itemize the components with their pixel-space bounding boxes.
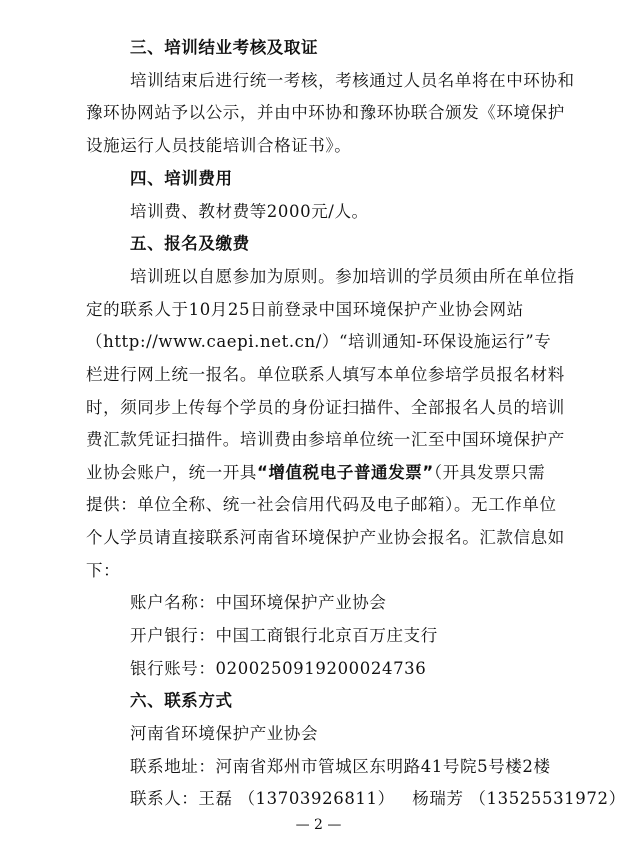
invoice-type-bold: “增值税电子普通发票” [257, 463, 434, 482]
section-6-heading: 六、联系方式 [130, 691, 233, 710]
section-5-line-8: 提供：单位全称、统一社会信用代码及电子邮箱）。无工作单位 [86, 495, 557, 514]
section-5-line-2: 定的联系人于10月25日前登录中国环境保护产业协会网站 [86, 300, 524, 319]
section-3-paragraph-line-1: 培训结束后进行统一考核，考核通过人员名单将在中环协和 [130, 71, 575, 90]
section-5-line-9: 个人学员请直接联系河南省环境保护产业协会报名。汇款信息如 [86, 528, 565, 547]
section-5-line-5: 时，须同步上传每个学员的身份证扫描件、全部报名人员的培训 [86, 398, 565, 417]
contact-persons: 联系人：王磊 （13703926811） 杨瑞芳 （13525531972） [130, 789, 626, 808]
section-3-paragraph-line-2: 豫环协网站予以公示，并由中环协和豫环协联合颁发《环境保护 [86, 103, 565, 122]
contact-address: 联系地址：河南省郑州市管城区东明路41号院5号楼2楼 [130, 757, 551, 776]
section-3-paragraph-line-3: 设施运行人员技能培训合格证书》。 [86, 136, 352, 155]
page-number: — 2 — [295, 817, 342, 833]
section-3-heading: 三、培训结业考核及取证 [130, 38, 319, 57]
section-5-line-6: 费汇款凭证扫描件。培训费由参培单位统一汇至中国环境保护产 [86, 430, 565, 449]
bank-name: 开户银行：中国工商银行北京百万庄支行 [130, 626, 438, 645]
section-5-line-3: （http://www.caepi.net.cn/）“培训通知-环保设施运行”专 [86, 332, 552, 351]
section-5-line-1: 培训班以自愿参加为原则。参加培训的学员须由所在单位指 [130, 267, 575, 286]
section-5-line-7 [0, 462, 637, 484]
account-number: 银行账号：0200250919200024736 [130, 659, 427, 678]
line-7-prefix: 业协会账户，统一开具 [86, 463, 257, 482]
section-4-paragraph: 培训费、教材费等2000元/人。 [130, 202, 369, 221]
section-4-heading: 四、培训费用 [130, 169, 233, 188]
section-5-heading: 五、报名及缴费 [130, 234, 250, 253]
contact-organization: 河南省环境保护产业协会 [130, 724, 319, 743]
account-name: 账户名称：中国环境保护产业协会 [130, 593, 387, 612]
line-7-suffix: （开具发票只需 [433, 463, 546, 482]
section-5-line-10: 下： [86, 561, 121, 580]
section-5-line-4: 栏进行网上统一报名。单位联系人填写本单位参培学员报名材料 [86, 365, 565, 384]
